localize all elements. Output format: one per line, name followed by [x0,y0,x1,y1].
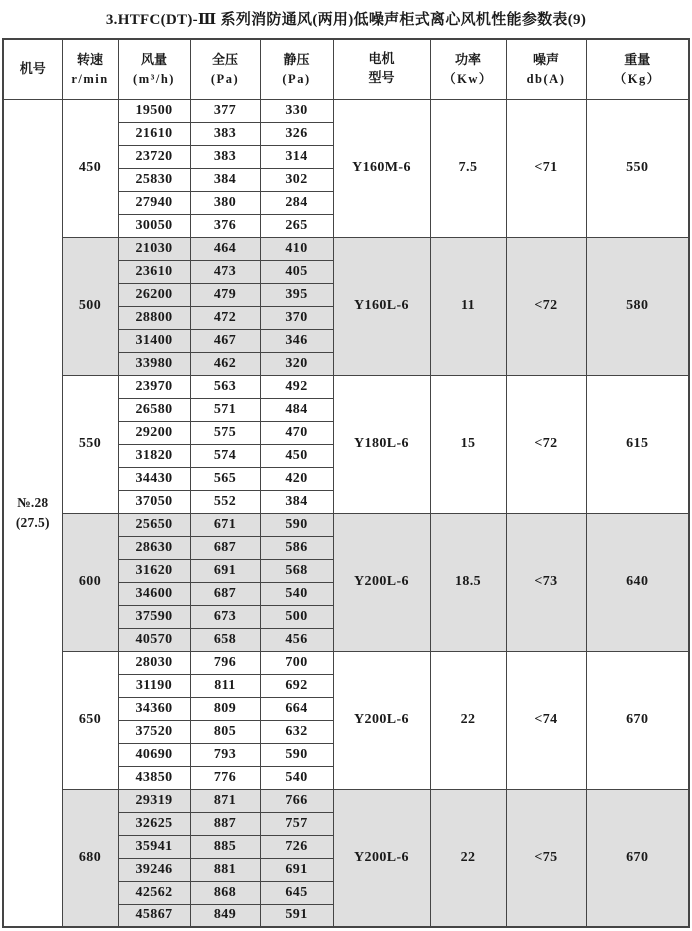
air-volume-cell: 29319 [118,789,190,812]
power-cell: 22 [430,789,506,927]
static-pressure-cell: 420 [260,467,333,490]
power-cell: 11 [430,237,506,375]
table-row [3,513,689,536]
static-pressure-cell: 284 [260,191,333,214]
air-volume-cell: 37590 [118,605,190,628]
speed-cell: 450 [62,99,118,237]
total-pressure-cell: 887 [190,812,260,835]
air-volume-cell: 30050 [118,214,190,237]
air-volume-cell: 25830 [118,168,190,191]
total-pressure-cell: 473 [190,260,260,283]
weight-cell: 615 [586,375,689,513]
total-pressure-cell: 871 [190,789,260,812]
header-power [430,39,506,99]
static-pressure-cell: 314 [260,145,333,168]
air-volume-cell: 40690 [118,743,190,766]
static-pressure-cell: 586 [260,536,333,559]
total-pressure-cell: 687 [190,536,260,559]
total-pressure-cell: 658 [190,628,260,651]
static-pressure-cell: 726 [260,835,333,858]
fan-performance-table [2,38,690,928]
air-volume-cell: 34430 [118,467,190,490]
static-pressure-cell: 302 [260,168,333,191]
speed-cell: 550 [62,375,118,513]
static-pressure-cell: 484 [260,398,333,421]
total-pressure-cell: 571 [190,398,260,421]
speed-cell: 650 [62,651,118,789]
header-row [3,39,689,99]
power-cell: 15 [430,375,506,513]
total-pressure-cell: 383 [190,145,260,168]
noise-cell: <75 [506,789,586,927]
total-pressure-cell: 383 [190,122,260,145]
total-pressure-cell: 472 [190,306,260,329]
table-row [3,789,689,812]
total-pressure-cell: 384 [190,168,260,191]
weight-cell: 670 [586,651,689,789]
total-pressure-cell: 575 [190,421,260,444]
static-pressure-cell: 664 [260,697,333,720]
header-total-pressure [190,39,260,99]
machine-no-cell [3,99,62,927]
header-air-volume-label: 风量 [140,51,167,67]
total-pressure-cell: 673 [190,605,260,628]
air-volume-cell: 27940 [118,191,190,214]
total-pressure-cell: 691 [190,559,260,582]
header-machine-no-label: 机号 [19,60,46,76]
header-noise [506,39,586,99]
total-pressure-cell: 805 [190,720,260,743]
total-pressure-cell: 793 [190,743,260,766]
header-power-label: 功率 [454,51,481,67]
weight-cell: 640 [586,513,689,651]
header-motor-model-label: 电机 [368,51,395,67]
noise-cell: <71 [506,99,586,237]
air-volume-cell: 23610 [118,260,190,283]
air-volume-cell: 26200 [118,283,190,306]
total-pressure-cell: 565 [190,467,260,490]
static-pressure-cell: 757 [260,812,333,835]
machine-no-line1: №.28 [17,494,49,510]
weight-cell: 550 [586,99,689,237]
noise-cell: <72 [506,237,586,375]
static-pressure-cell: 265 [260,214,333,237]
total-pressure-cell: 809 [190,697,260,720]
motor-model-cell: Y200L-6 [333,651,430,789]
air-volume-cell: 34360 [118,697,190,720]
air-volume-cell: 31400 [118,329,190,352]
total-pressure-cell: 377 [190,99,260,122]
air-volume-cell: 31820 [118,444,190,467]
static-pressure-cell: 700 [260,651,333,674]
static-pressure-cell: 450 [260,444,333,467]
noise-cell: <72 [506,375,586,513]
static-pressure-cell: 500 [260,605,333,628]
header-static-pressure [260,39,333,99]
total-pressure-cell: 811 [190,674,260,697]
motor-model-cell: Y160M-6 [333,99,430,237]
noise-cell: <73 [506,513,586,651]
header-air-volume-unit: (m³/h) [133,71,175,86]
static-pressure-cell: 540 [260,582,333,605]
power-cell: 18.5 [430,513,506,651]
air-volume-cell: 28630 [118,536,190,559]
static-pressure-cell: 395 [260,283,333,306]
air-volume-cell: 37520 [118,720,190,743]
noise-cell: <74 [506,651,586,789]
header-speed-unit: r/min [71,71,109,86]
air-volume-cell: 33980 [118,352,190,375]
static-pressure-cell: 645 [260,881,333,904]
total-pressure-cell: 796 [190,651,260,674]
total-pressure-cell: 376 [190,214,260,237]
total-pressure-cell: 462 [190,352,260,375]
total-pressure-cell: 849 [190,904,260,927]
static-pressure-cell: 370 [260,306,333,329]
air-volume-cell: 32625 [118,812,190,835]
air-volume-cell: 31620 [118,559,190,582]
power-cell: 7.5 [430,99,506,237]
header-speed [62,39,118,99]
air-volume-cell: 35941 [118,835,190,858]
header-speed-label: 转速 [76,51,103,67]
motor-model-cell: Y180L-6 [333,375,430,513]
speed-cell: 680 [62,789,118,927]
header-total-pressure-label: 全压 [211,51,238,67]
total-pressure-cell: 563 [190,375,260,398]
motor-model-cell: Y200L-6 [333,513,430,651]
header-static-pressure-unit: (Pa) [282,71,311,86]
total-pressure-cell: 380 [190,191,260,214]
speed-cell: 600 [62,513,118,651]
page-title: 3.HTFC(DT)-Ⅲ 系列消防通风(两用)低噪声柜式离心风机性能参数表(9) [105,12,587,28]
air-volume-cell: 28800 [118,306,190,329]
air-volume-cell: 34600 [118,582,190,605]
total-pressure-cell: 881 [190,858,260,881]
header-noise-label: 噪声 [532,51,559,67]
air-volume-cell: 29200 [118,421,190,444]
header-total-pressure-unit: (Pa) [210,71,240,86]
static-pressure-cell: 456 [260,628,333,651]
air-volume-cell: 23720 [118,145,190,168]
static-pressure-cell: 492 [260,375,333,398]
total-pressure-cell: 885 [190,835,260,858]
air-volume-cell: 21030 [118,237,190,260]
total-pressure-cell: 868 [190,881,260,904]
static-pressure-cell: 692 [260,674,333,697]
air-volume-cell: 40570 [118,628,190,651]
static-pressure-cell: 590 [260,743,333,766]
table-row [3,375,689,398]
air-volume-cell: 25650 [118,513,190,536]
header-power-unit: （Kw） [443,71,493,86]
static-pressure-cell: 540 [260,766,333,789]
air-volume-cell: 37050 [118,490,190,513]
table-body [3,99,689,927]
air-volume-cell: 21610 [118,122,190,145]
header-air-volume [118,39,190,99]
air-volume-cell: 45867 [118,904,190,927]
total-pressure-cell: 687 [190,582,260,605]
table-row [3,99,689,122]
header-machine-no [3,39,62,99]
header-weight-unit: （Kg） [613,71,661,86]
table-row [3,237,689,260]
table-row [3,651,689,674]
header-weight [586,39,689,99]
power-cell: 22 [430,651,506,789]
total-pressure-cell: 467 [190,329,260,352]
total-pressure-cell: 552 [190,490,260,513]
air-volume-cell: 26580 [118,398,190,421]
total-pressure-cell: 464 [190,237,260,260]
static-pressure-cell: 591 [260,904,333,927]
static-pressure-cell: 326 [260,122,333,145]
static-pressure-cell: 410 [260,237,333,260]
total-pressure-cell: 479 [190,283,260,306]
header-motor-model-label2: 型号 [368,70,395,86]
total-pressure-cell: 574 [190,444,260,467]
static-pressure-cell: 320 [260,352,333,375]
air-volume-cell: 31190 [118,674,190,697]
air-volume-cell: 42562 [118,881,190,904]
air-volume-cell: 19500 [118,99,190,122]
total-pressure-cell: 776 [190,766,260,789]
air-volume-cell: 39246 [118,858,190,881]
weight-cell: 670 [586,789,689,927]
header-motor-model [333,39,430,99]
header-static-pressure-label: 静压 [283,51,310,67]
total-pressure-cell: 671 [190,513,260,536]
static-pressure-cell: 330 [260,99,333,122]
static-pressure-cell: 766 [260,789,333,812]
static-pressure-cell: 405 [260,260,333,283]
header-weight-label: 重量 [624,51,651,67]
weight-cell: 580 [586,237,689,375]
air-volume-cell: 28030 [118,651,190,674]
motor-model-cell: Y160L-6 [333,237,430,375]
static-pressure-cell: 568 [260,559,333,582]
speed-cell: 500 [62,237,118,375]
static-pressure-cell: 691 [260,858,333,881]
static-pressure-cell: 632 [260,720,333,743]
static-pressure-cell: 590 [260,513,333,536]
motor-model-cell: Y200L-6 [333,789,430,927]
header-noise-unit: db(A) [526,71,566,86]
static-pressure-cell: 470 [260,421,333,444]
static-pressure-cell: 346 [260,329,333,352]
static-pressure-cell: 384 [260,490,333,513]
air-volume-cell: 43850 [118,766,190,789]
air-volume-cell: 23970 [118,375,190,398]
machine-no-line2: (27.5) [15,514,50,530]
